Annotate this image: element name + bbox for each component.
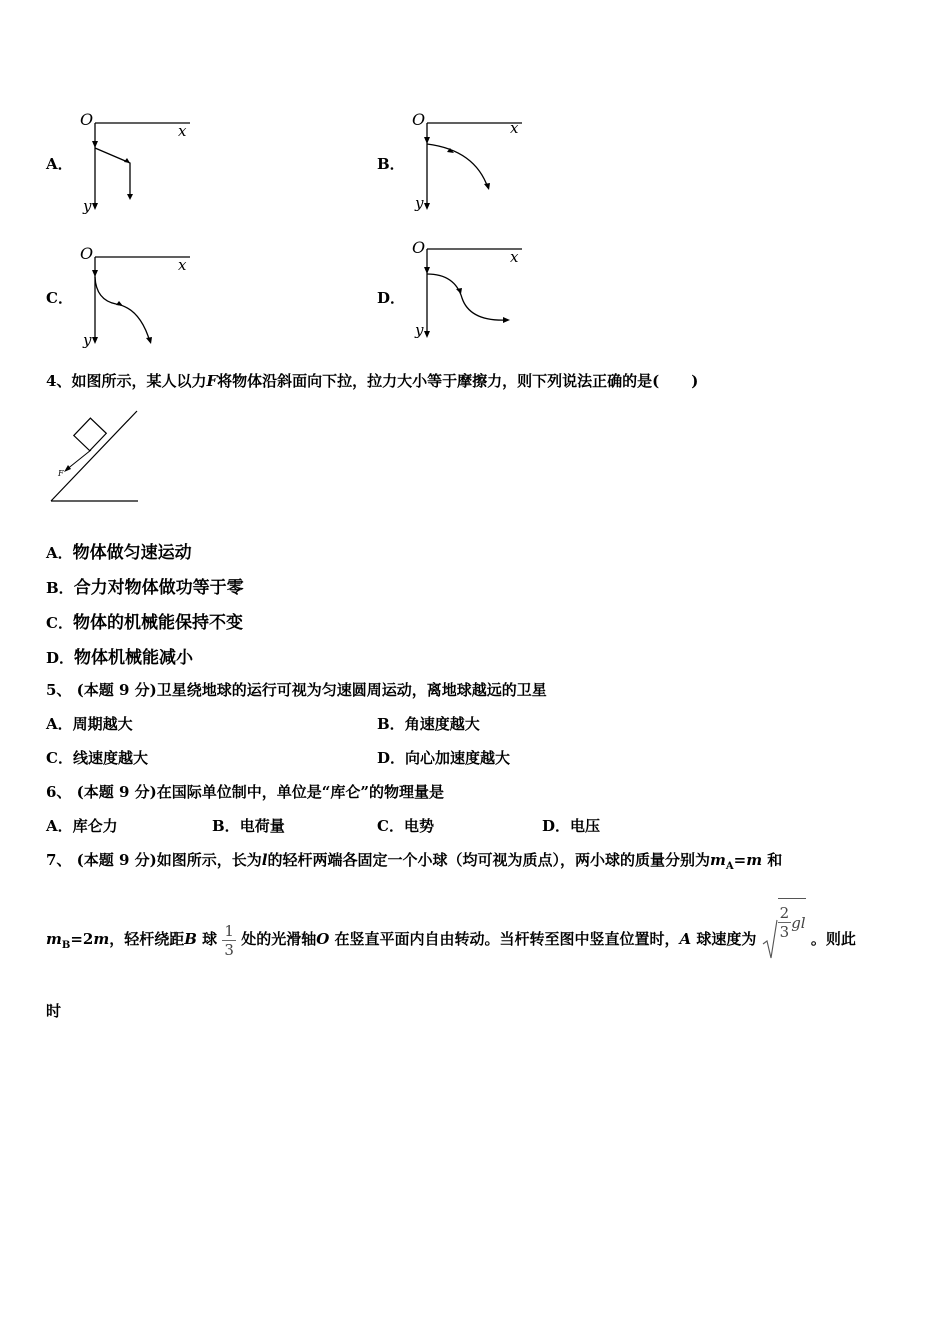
question-text: 球速度为 — [696, 930, 757, 948]
option-key: A． — [46, 817, 73, 835]
axis-y-label: y — [83, 197, 92, 215]
option-text: 物体的机械能保持不变 — [72, 613, 243, 633]
option-text: 合力对物体做功等于零 — [73, 578, 244, 598]
question-text: 和 — [767, 851, 783, 869]
fraction-numerator: 1 — [224, 921, 234, 940]
question-text: 如图所示，某人以力 — [71, 372, 207, 390]
option-key: B． — [46, 579, 74, 597]
option-text: 电荷量 — [239, 817, 285, 835]
question-4-stem — [46, 370, 698, 391]
option-text: 线速度越大 — [72, 749, 148, 767]
q6-option-d[interactable] — [542, 815, 600, 836]
subscript-b: B — [61, 940, 71, 951]
question-number: 7、 — [46, 851, 72, 869]
option-key: C． — [377, 817, 404, 835]
force-label: F — [58, 469, 64, 478]
q4-option-b[interactable] — [46, 573, 244, 598]
option-key: A． — [46, 715, 73, 733]
question-number: 5、 — [46, 681, 72, 699]
graph-b — [410, 108, 530, 218]
question-text: ，轻杆绕距 — [109, 930, 185, 948]
fraction-numerator: 2 — [779, 904, 790, 922]
question-number: 4、 — [46, 372, 72, 390]
axis-origin-label: O — [412, 238, 426, 257]
question-text: 球 — [202, 930, 218, 948]
variable-m: m — [746, 851, 763, 869]
axis-x-label: x — [510, 119, 519, 137]
variable-f: F — [206, 372, 218, 390]
option-key: D． — [542, 817, 571, 835]
q6-option-a[interactable] — [46, 815, 118, 836]
q5-option-a[interactable] — [46, 713, 133, 734]
question-7-line-3: 时 — [46, 1002, 62, 1020]
fraction-denominator: 3 — [779, 923, 790, 941]
sqrt-gl: gl — [791, 913, 806, 932]
axis-x-label: x — [178, 122, 187, 140]
question-text: (本题 9 分)卫星绕地球的运行可视为匀速圆周运动，离地球越远的卫星 — [76, 681, 547, 699]
option-key: C． — [46, 614, 73, 632]
question-text: 。则此 — [810, 930, 856, 948]
graph-a — [78, 108, 198, 218]
option-text: 角速度越大 — [404, 715, 480, 733]
fraction-one-third — [222, 922, 236, 959]
variable-m: m — [709, 851, 726, 869]
option-text: 库仑力 — [72, 817, 118, 835]
option-text: 电压 — [570, 817, 601, 835]
question-number: 6、 — [46, 783, 72, 801]
answer-paren: ) — [691, 372, 699, 390]
question-text: 在竖直平面内自由转动。当杆转至图中竖直位置时， — [334, 930, 680, 948]
equals-sign: = — [733, 851, 747, 869]
option-d-label: D． — [377, 289, 406, 307]
option-key: A． — [46, 544, 73, 562]
variable-m: m — [93, 930, 110, 948]
q5-option-c[interactable] — [46, 747, 148, 768]
option-key: B． — [377, 715, 405, 733]
incline-diagram — [46, 408, 146, 508]
option-b-label: B． — [377, 155, 405, 173]
equals-sign: =2 — [70, 930, 94, 948]
question-text: 将物体沿斜面向下拉，拉力大小等于摩擦力，则下列说法正确的是( — [217, 372, 660, 390]
option-key: D． — [377, 749, 406, 767]
q4-option-a[interactable] — [46, 538, 192, 563]
question-text: (本题 9 分)如图所示，长为 — [76, 851, 262, 869]
option-key: B． — [212, 817, 240, 835]
axis-x-label: x — [510, 248, 519, 266]
option-c-label: C． — [46, 289, 73, 307]
variable-o: O — [316, 930, 330, 948]
question-text: 处的光滑轴 — [241, 930, 317, 948]
axis-x-label: x — [178, 256, 187, 274]
q6-option-b[interactable] — [212, 815, 285, 836]
variable-a: A — [679, 930, 692, 948]
option-text: 周期越大 — [72, 715, 133, 733]
option-key: D． — [46, 649, 75, 667]
option-a-label: A． — [46, 155, 73, 173]
axis-y-label: y — [415, 321, 424, 339]
question-5-stem — [46, 679, 547, 700]
axis-y-label: y — [415, 194, 424, 212]
question-6-stem — [46, 781, 444, 802]
q4-option-d[interactable] — [46, 643, 193, 668]
q5-option-b[interactable] — [377, 713, 480, 734]
sqrt-fraction — [778, 904, 792, 941]
q4-option-c[interactable] — [46, 608, 243, 633]
question-7-line-2 — [46, 904, 856, 969]
graph-c — [78, 242, 198, 352]
fraction-denominator: 3 — [224, 940, 234, 959]
option-key: C． — [46, 749, 73, 767]
axis-origin-label: O — [412, 110, 426, 129]
graph-d — [410, 236, 530, 346]
sqrt-expression — [762, 904, 806, 964]
axis-origin-label: O — [80, 110, 94, 129]
question-7-line-1 — [46, 849, 782, 872]
question-text: 的轻杆两端各固定一个小球（均可视为质点），两小球的质量分别为 — [267, 851, 710, 869]
q6-option-c[interactable] — [377, 815, 434, 836]
option-text: 电势 — [403, 817, 434, 835]
axis-y-label: y — [83, 331, 92, 349]
q5-option-d[interactable] — [377, 747, 510, 768]
variable-l: l — [261, 851, 268, 869]
question-text: (本题 9 分)在国际单位制中，单位是“库仑”的物理量是 — [76, 783, 445, 801]
variable-m: m — [46, 930, 62, 948]
option-text: 物体机械能减小 — [74, 648, 194, 668]
option-text: 向心加速度越大 — [405, 749, 511, 767]
option-text: 物体做匀速运动 — [72, 543, 192, 563]
axis-origin-label: O — [80, 244, 94, 263]
radical-sign — [762, 918, 778, 964]
variable-b: B — [184, 930, 197, 948]
subscript-a: A — [725, 861, 734, 872]
